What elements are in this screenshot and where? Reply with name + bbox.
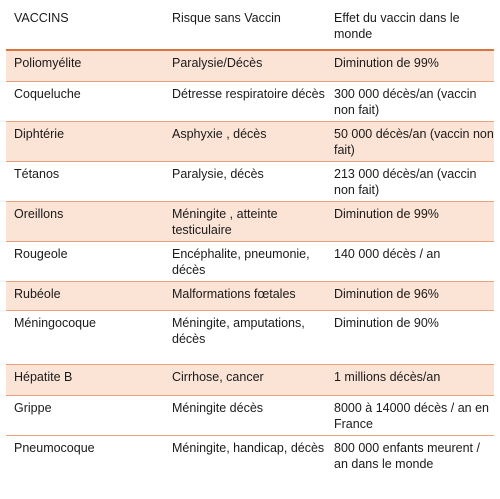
risk-cell: Malformations fœtales [172, 287, 296, 301]
effect-cell: Diminution de 90% [334, 316, 439, 330]
vaccine-name: Coqueluche [14, 87, 81, 101]
vaccine-name: Diphtérie [14, 127, 65, 141]
table-row [6, 282, 494, 311]
table-row [6, 311, 494, 365]
effect-cell: 8000 à 14000 décès / an en France [334, 401, 489, 431]
risk-cell: Détresse respiratoire décès [172, 87, 325, 101]
table-row [6, 202, 494, 242]
table-row [6, 122, 494, 162]
risk-cell: Asphyxie , décès [172, 127, 267, 141]
effect-cell: 800 000 enfants meurent / an dans le monde [334, 441, 480, 471]
table-row [6, 242, 494, 282]
header-risk: Risque sans Vaccin [172, 11, 281, 25]
vaccine-name: Pneumocoque [14, 441, 95, 455]
risk-cell: Encéphalite, pneumonie, décès [172, 247, 310, 277]
vaccine-name: Poliomyélite [14, 56, 82, 70]
vaccine-name: Oreillons [14, 207, 64, 221]
table-row [6, 51, 494, 82]
vaccine-name: Rougeole [14, 247, 68, 261]
risk-cell: Méningite décès [172, 401, 264, 415]
risk-cell: Méningite, handicap, décès [172, 441, 325, 455]
table-header-row [6, 6, 494, 51]
table-row [6, 436, 494, 478]
table-row [6, 396, 494, 436]
risk-cell: Cirrhose, cancer [172, 370, 264, 384]
table-row [6, 82, 494, 122]
risk-cell: Méningite , atteinte testiculaire [172, 207, 278, 237]
header-effect: Effet du vaccin dans le monde [334, 11, 460, 41]
effect-cell: 300 000 décès/an (vaccin non fait) [334, 87, 477, 117]
table-row [6, 365, 494, 396]
effect-cell: 1 millions décès/an [334, 370, 441, 384]
vaccine-name: Grippe [14, 401, 52, 415]
risk-cell: Méningite, amputations, décès [172, 316, 305, 346]
effect-cell: 213 000 décès/an (vaccin non fait) [334, 167, 477, 197]
effect-cell: 140 000 décès / an [334, 247, 441, 261]
vaccine-name: Tétanos [14, 167, 60, 181]
table-row [6, 162, 494, 202]
vaccine-table [6, 6, 494, 478]
effect-cell: Diminution de 99% [334, 207, 439, 221]
effect-cell: Diminution de 99% [334, 56, 439, 70]
effect-cell: 50 000 décès/an (vaccin non fait) [334, 127, 494, 157]
vaccine-name: Hépatite B [14, 370, 73, 384]
risk-cell: Paralysie/Décès [172, 56, 263, 70]
vaccine-name: Méningocoque [14, 316, 97, 330]
risk-cell: Paralysie, décès [172, 167, 264, 181]
header-vaccins: VACCINS [14, 11, 69, 25]
vaccine-name: Rubéole [14, 287, 61, 301]
effect-cell: Diminution de 96% [334, 287, 439, 301]
